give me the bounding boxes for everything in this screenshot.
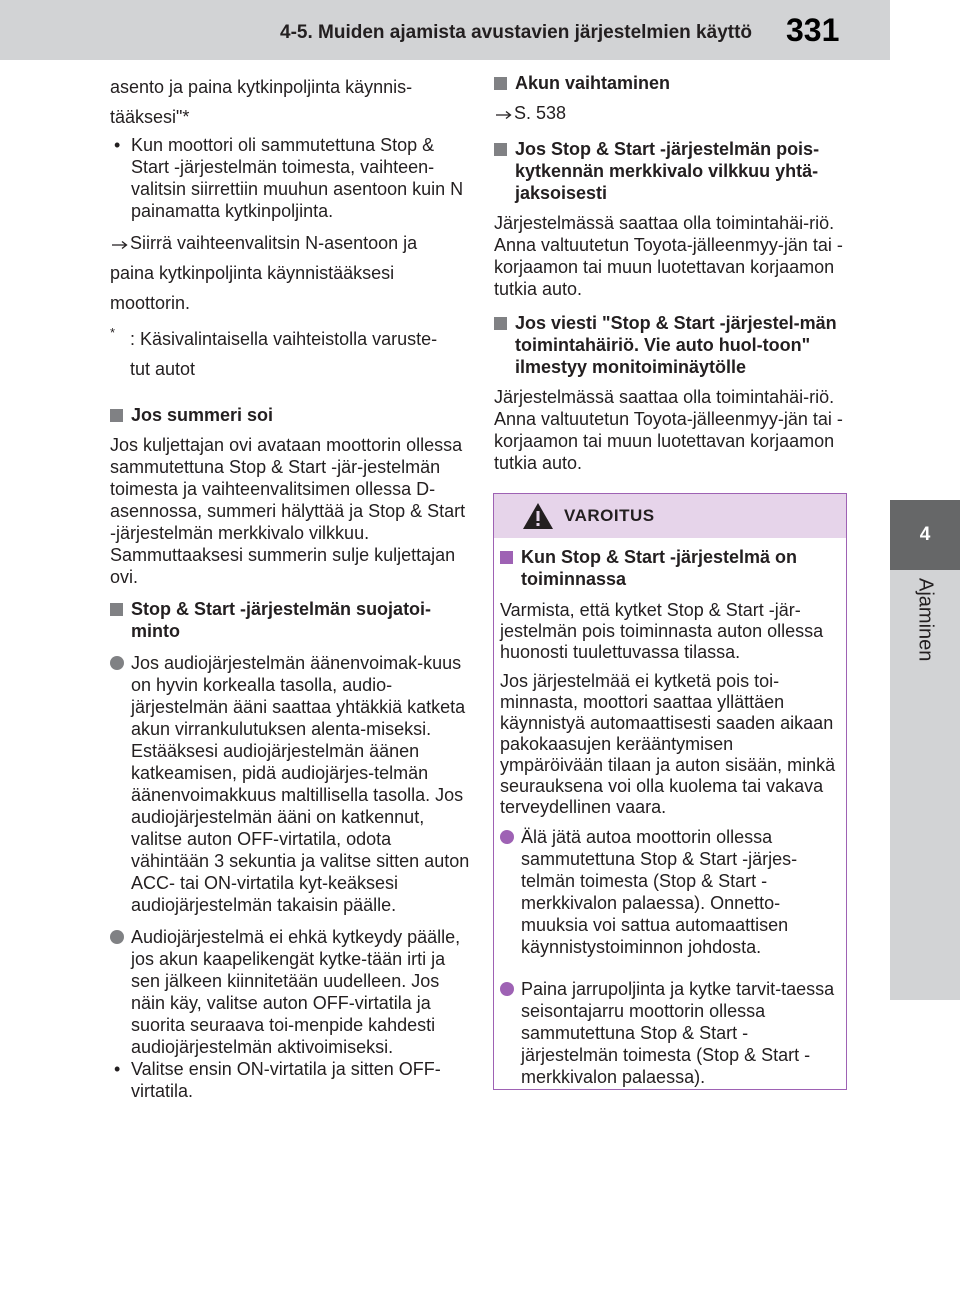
list-item-text: Jos audiojärjestelmän äänenvoimak-kuus on hyvin korkealla tasolla, audio-järjestelmän ääni saattaa yhtäkkiä katketa akun virrankulutuksen alenta-miseksi. Estääksesi audiojärjestelmän äänen katkeamisen, pidä audiojärjes-telmän äänenvoimakkuus maltillisella tasolla. Jos audiojärjestelmän ääni on katkennut, valitse auton OFF-virtatila, odota vähintään 3 sekuntia ja valitse sitten auton ACC- tai ON-virtatila kyt-keäksesi audiojärjestelmän takaisin päälle.: [131, 653, 470, 915]
page-number: 331: [786, 12, 840, 48]
circle-bullet-icon: [110, 656, 124, 670]
section-heading-vilkkuu: [494, 138, 854, 204]
section-title-text: Akun vaihtaminen: [515, 73, 671, 93]
left-column: [110, 72, 470, 1102]
reference-text[interactable]: S. 538: [514, 103, 567, 123]
warning-section-heading: [500, 546, 838, 590]
page-reference[interactable]: [494, 98, 854, 128]
list-item: [110, 926, 470, 1058]
square-bullet-icon: [110, 603, 123, 616]
square-bullet-icon: [494, 77, 507, 90]
list-item: [500, 978, 838, 1088]
list-item: [110, 1058, 470, 1102]
circle-bullet-icon: [500, 982, 514, 996]
list-item: [110, 134, 470, 222]
list-item-text: Älä jätä autoa moottorin ollessa sammutettuna Stop & Start -järjes-telmän toimesta (Stop & Start -merkkivalon palaessa). Onnetto-muuksia voi sattua automaattisen käynnistystoiminnon johdosta.: [521, 827, 798, 957]
vilkkuu-text: Järjestelmässä saattaa olla toimintahäi-riö. Anna valtuutetun Toyota-jälleenmyy-jän tai -korjaamon tai muun luotettavan korjaamon tutkia auto.: [494, 213, 843, 299]
list-item-text: Paina jarrupoljinta ja kytke tarvit-taessa seisontajarru moottorin ollessa sammutettuna Stop & Start -järjestelmän toimesta (Stop & Start -merkkivalon palaessa).: [521, 979, 835, 1087]
square-bullet-icon: [110, 409, 123, 422]
bullet-dot-icon: •: [114, 1059, 121, 1079]
bullet-text: Kun moottori oli sammutettuna Stop & Start -järjestelmän toimesta, vaihteen-valitsin siirrettiin muuhun asentoon kuin N painamatta kytkinpoljinta.: [131, 135, 464, 221]
square-bullet-icon: [494, 143, 507, 156]
section-title-text: Stop & Start -järjestelmän suojatoi-minto: [131, 599, 432, 641]
section-heading-viesti: [494, 312, 854, 378]
warning-header: [494, 494, 846, 538]
right-column: [494, 72, 854, 474]
warning-paragraph-1: Varmista, että kytket Stop & Start -jär-jestelmän pois toiminnasta auton ollessa huonosti tuulettuvassa tilassa.: [500, 600, 824, 662]
warning-body: [494, 546, 846, 1088]
action-line-1: Siirrä vaihteenvalitsin N-asentoon ja: [130, 233, 418, 253]
arrow-right-icon: [494, 98, 514, 137]
warning-paragraph-2: Jos järjestelmää ei kytketä pois toi-minnasta, moottori saattaa yllättäen käynnistyä automaattisesti saaden aikaan pakokaasujen kerääntymisen ympäröivään tilaan ja auton sisään, minkä seurauksena voi olla kuolema tai vakava terveydellinen vaara.: [500, 671, 836, 817]
section-title-text: Kun Stop & Start -järjestelmä on toiminnassa: [521, 547, 798, 589]
warning-box: [493, 493, 847, 1090]
intro-line-1: asento ja paina kytkinpoljinta käynnis-: [110, 77, 413, 97]
warning-triangle-icon: [522, 502, 554, 535]
section-heading-summeri: [110, 404, 470, 426]
intro-line-2: tääksesi"*: [110, 107, 190, 127]
list-item: [110, 652, 470, 916]
action-line-3: moottorin.: [110, 293, 191, 313]
section-title: 4-5. Muiden ajamista avustavien järjestelmien käyttö: [280, 22, 753, 43]
square-bullet-icon: [500, 551, 513, 564]
footnote-line-1: : Käsivalintaisella vaihteistolla varuste-: [130, 329, 438, 349]
section-heading-suojatoiminto: [110, 598, 470, 642]
footnote: [110, 324, 470, 354]
bullet-dot-icon: •: [114, 135, 121, 155]
section-heading-akku: [494, 72, 854, 94]
list-item-text: Audiojärjestelmä ei ehkä kytkeydy päälle, jos akun kaapelikengät kytke-tään irti ja sen jälkeen kiinnitetään uudelleen. Jos näin käy, valitse auton OFF-virtatila ja suorita seuraava toi-menpide kahdesti audiojärjestelmän aktivoimiseksi.: [131, 927, 461, 1057]
warning-title: VAROITUS: [564, 506, 655, 525]
chapter-label: Ajaminen: [914, 578, 937, 662]
list-item: [500, 826, 838, 958]
footnote-mark: *: [110, 325, 116, 340]
section-title-text: Jos Stop & Start -järjestelmän pois-kytkennän merkkivalo vilkkuu yhtä-jaksoisesti: [515, 139, 820, 203]
action-reference: [110, 228, 470, 258]
action-line-2: paina kytkinpoljinta käynnistääksesi: [110, 263, 395, 283]
section-title-text: Jos viesti "Stop & Start -järjestel-män toimintahäiriö. Vie auto huol-toon" ilmestyy monitoiminäytölle: [515, 313, 837, 377]
circle-bullet-icon: [110, 930, 124, 944]
chapter-number-tab[interactable]: 4: [890, 500, 960, 570]
arrow-right-icon: [110, 228, 130, 267]
square-bullet-icon: [494, 317, 507, 330]
viesti-text: Järjestelmässä saattaa olla toimintahäi-riö. Anna valtuutetun Toyota-jälleenmyy-jän tai -korjaamon tai muun luotettavan korjaamon tutkia auto.: [494, 387, 843, 473]
footnote-line-2: tut autot: [130, 359, 196, 379]
section-title-text: Jos summeri soi: [131, 405, 274, 425]
footnote-continued: [110, 354, 470, 384]
bullet-text: Valitse ensin ON-virtatila ja sitten OFF-virtatila.: [131, 1059, 441, 1101]
summeri-text: Jos kuljettajan ovi avataan moottorin ollessa sammutettuna Stop & Start -jär-jestelmän toimesta ja vaihteenvalitsimen ollessa D-asennossa, summeri hälyttää ja Stop & Start -järjestelmän merkkivalo vilkkuu. Sammuttaaksesi summerin sulje kuljettajan ovi.: [110, 435, 466, 587]
circle-bullet-icon: [500, 830, 514, 844]
